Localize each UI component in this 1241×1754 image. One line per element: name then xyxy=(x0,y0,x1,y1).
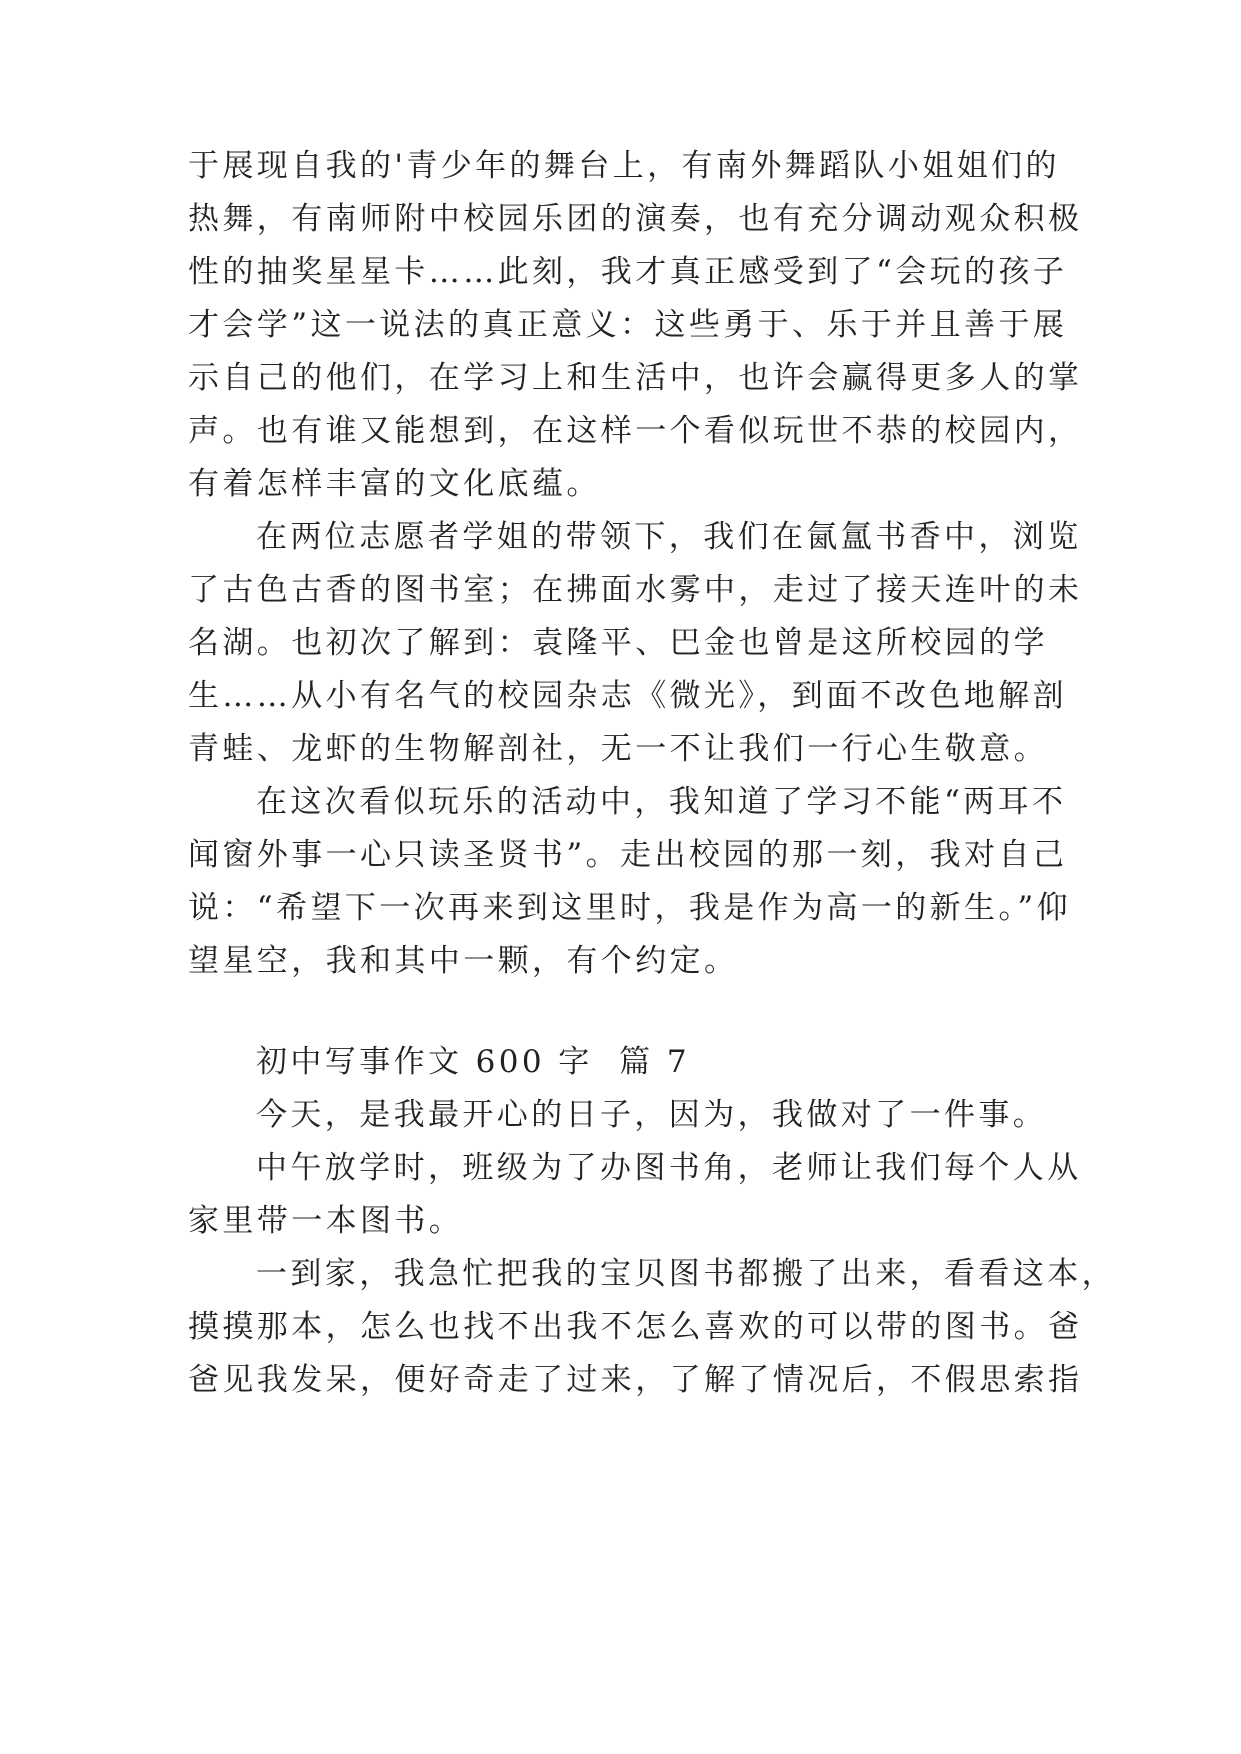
paragraph-1-line-7: 有着怎样丰富的文化底蕴。 xyxy=(188,466,601,502)
paragraph-2-line-2: 了古色古香的图书室；在拂面水雾中，走过了接天连叶的未 xyxy=(188,572,1083,608)
paragraph-3-line-3: 说：“希望下一次再来到这里时，我是作为高一的新生。”仰 xyxy=(188,890,1071,926)
section-paragraph-2-line-1: 中午放学时，班级为了办图书角，老师让我们每个人从 xyxy=(256,1150,1082,1186)
section-paragraph-3-line-3: 爸见我发呆，便好奇走了过来，了解了情况后，不假思索指 xyxy=(188,1362,1083,1398)
paragraph-2-line-1: 在两位志愿者学姐的带领下，我们在氤氲书香中，浏览 xyxy=(256,519,1082,555)
paragraph-2-line-3: 名湖。也初次了解到：袁隆平、巴金也曾是这所校园的学 xyxy=(188,625,1048,661)
paragraph-2-line-4: 生……从小有名气的校园杂志《微光》，到面不改色地解剖 xyxy=(188,678,1067,714)
section-paragraph-3-line-2: 摸摸那本，怎么也找不出我不怎么喜欢的可以带的图书。爸 xyxy=(188,1309,1083,1345)
section-paragraph-3-line-1: 一到家，我急忙把我的宝贝图书都搬了出来，看看这本， xyxy=(256,1256,1116,1292)
paragraph-3-line-4: 望星空，我和其中一颗，有个约定。 xyxy=(188,943,739,979)
paragraph-1-line-4: 才会学”这一说法的真正意义：这些勇于、乐于并且善于展 xyxy=(188,307,1068,343)
paragraph-1-line-5: 示自己的他们，在学习上和生活中，也许会赢得更多人的掌 xyxy=(188,360,1083,396)
section-paragraph-1-line-1: 今天，是我最开心的日子，因为，我做对了一件事。 xyxy=(256,1097,1048,1133)
paragraph-1-line-1: 于展现自我的'青少年的舞台上，有南外舞蹈队小姐姐们的 xyxy=(188,148,1060,184)
paragraph-1-line-3: 性的抽奖星星卡……此刻，我才真正感受到了“会玩的孩子 xyxy=(188,254,1068,290)
paragraph-1-line-2: 热舞，有南师附中校园乐团的演奏，也有充分调动观众积极 xyxy=(188,201,1083,237)
paragraph-1-line-6: 声。也有谁又能想到，在这样一个看似玩世不恭的校园内， xyxy=(188,413,1083,449)
section-title: 初中写事作文 600 字 篇 7 xyxy=(256,1044,690,1080)
paragraph-2-line-5: 青蛙、龙虾的生物解剖社，无一不让我们一行心生敬意。 xyxy=(188,731,1048,767)
paragraph-3-line-2: 闻窗外事一心只读圣贤书”。走出校园的那一刻，我对自己 xyxy=(188,837,1068,873)
paragraph-3-line-1: 在这次看似玩乐的活动中，我知道了学习不能“两耳不 xyxy=(256,784,1067,820)
section-paragraph-2-line-2: 家里带一本图书。 xyxy=(188,1203,464,1239)
